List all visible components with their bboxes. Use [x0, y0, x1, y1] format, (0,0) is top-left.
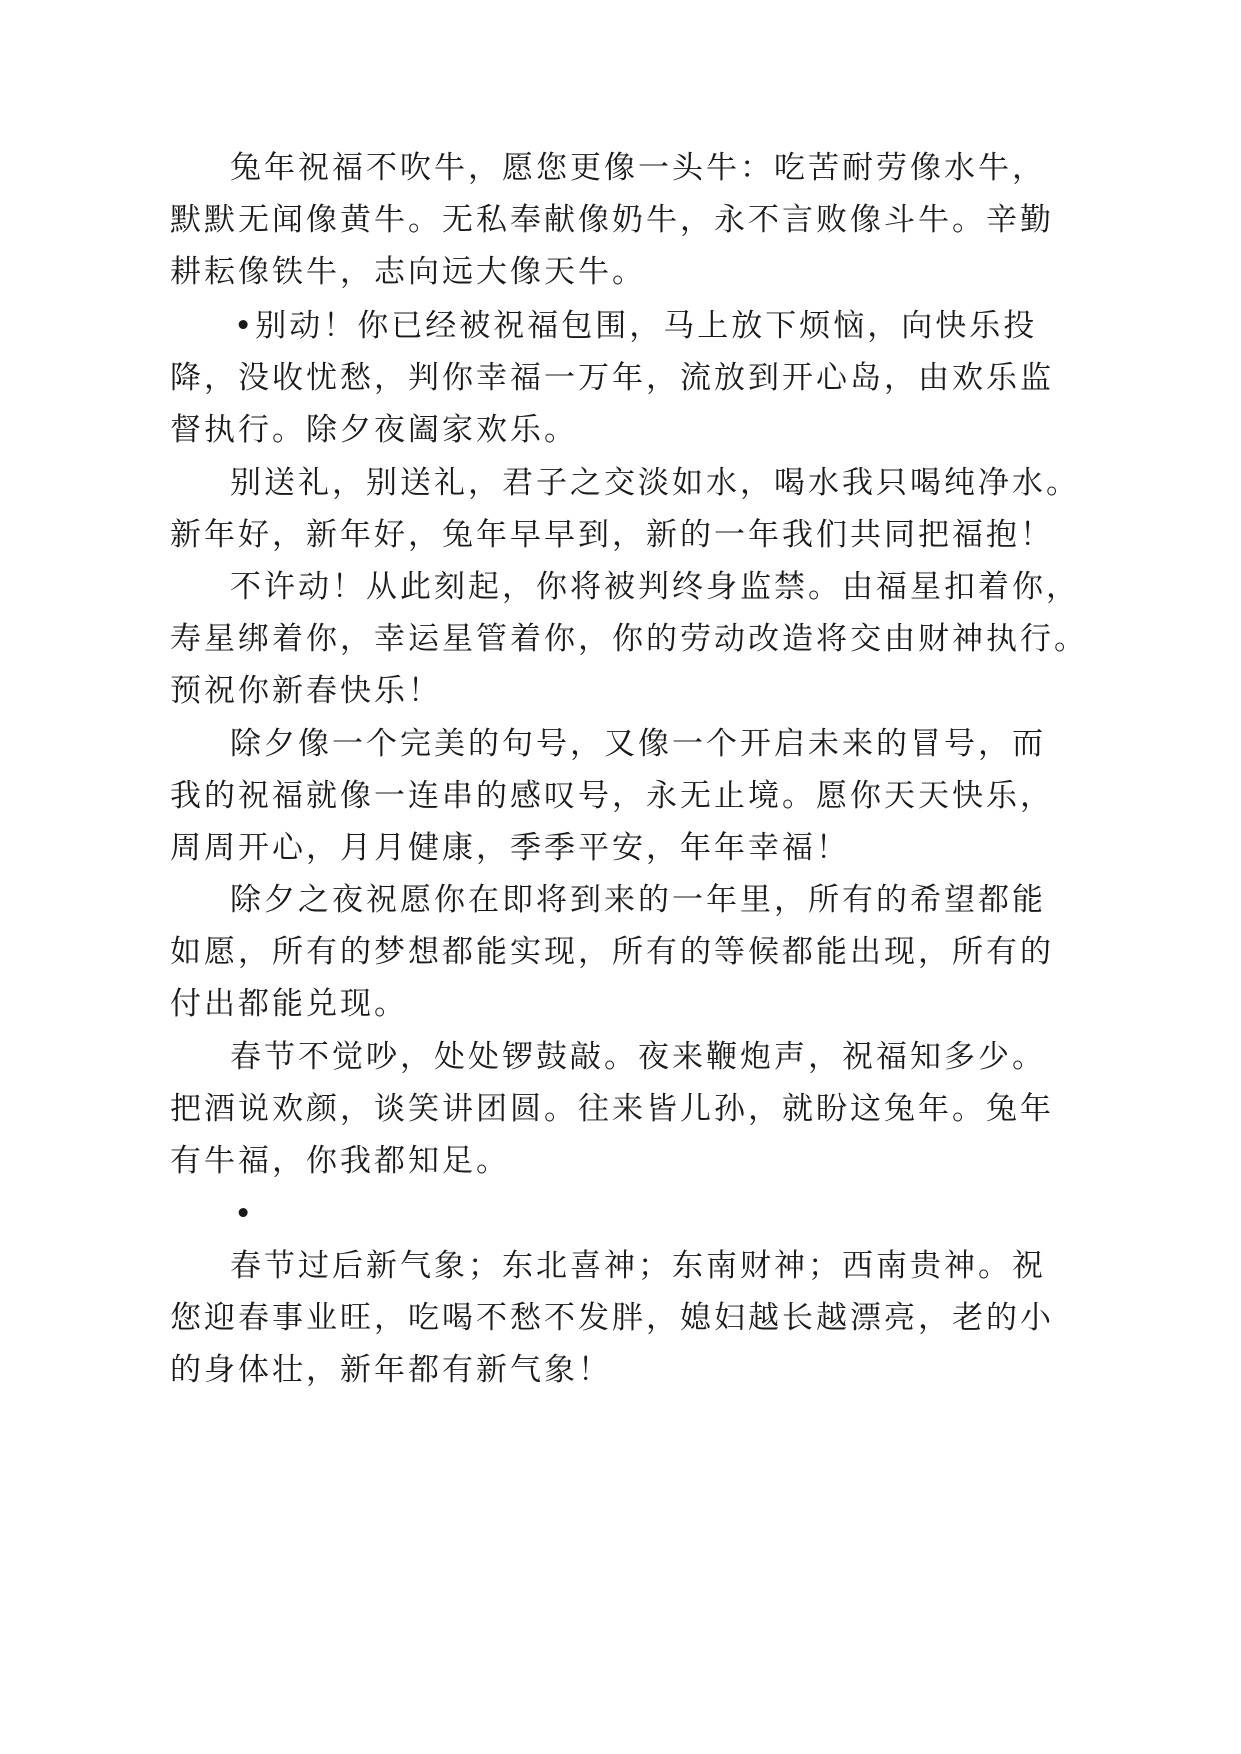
paragraph-line: 兔年祝福不吹牛，愿您更像一头牛：吃苦耐劳像水牛， — [230, 150, 1046, 186]
paragraph-line: 把酒说欢颜，谈笑讲团圆。往来皆儿孙，就盼这兔年。兔年 — [170, 1091, 1054, 1127]
paragraph-line: 付出都能兑现。 — [170, 986, 408, 1022]
paragraph-line: 周周开心，月月健康，季季平安，年年幸福！ — [170, 830, 850, 866]
paragraph-line: 督执行。除夕夜阖家欢乐。 — [170, 412, 578, 448]
paragraph-line: 新年好，新年好，兔年早早到，新的一年我们共同把福抱！ — [170, 517, 1054, 553]
paragraph-line: 春节不觉吵，处处锣鼓敲。夜来鞭炮声，祝福知多少。 — [230, 1039, 1046, 1075]
paragraph-line: 默默无闻像黄牛。无私奉献像奶牛，永不言败像斗牛。辛勤 — [170, 202, 1054, 238]
paragraph-line: 如愿，所有的梦想都能实现，所有的等候都能出现，所有的 — [170, 934, 1054, 970]
paragraph-line: 除夕像一个完美的句号，又像一个开启未来的冒号，而 — [230, 726, 1046, 762]
paragraph-line: 寿星绑着你，幸运星管着你，你的劳动改造将交由财神执行。 — [170, 621, 1088, 657]
paragraph-line: 降，没收忧愁，判你幸福一万年，流放到开心岛，由欢乐监 — [170, 360, 1054, 396]
paragraph-line: 我的祝福就像一连串的感叹号，永无止境。愿你天天快乐， — [170, 778, 1054, 814]
paragraph-line: 除夕之夜祝愿你在即将到来的一年里，所有的希望都能 — [230, 882, 1046, 918]
paragraph-line: 有牛福，你我都知足。 — [170, 1143, 510, 1179]
paragraph-line: 您迎春事业旺，吃喝不愁不发胖，媳妇越长越漂亮，老的小 — [170, 1300, 1054, 1336]
paragraph-line: 耕耘像铁牛，志向远大像天牛。 — [170, 254, 646, 290]
paragraph-line: 别送礼，别送礼，君子之交淡如水，喝水我只喝纯净水。 — [230, 465, 1080, 501]
bullet-point: • — [234, 1196, 256, 1232]
paragraph-line: 不许动！从此刻起，你将被判终身监禁。由福星扣着你， — [230, 569, 1080, 605]
paragraph-line: •别动！你已经被祝福包围，马上放下烦恼，向快乐投 — [234, 308, 1038, 344]
paragraph-line: 春节过后新气象；东北喜神；东南财神；西南贵神。祝 — [230, 1248, 1046, 1284]
paragraph-line: 的身体壮，新年都有新气象！ — [170, 1352, 612, 1388]
paragraph-line: 预祝你新春快乐！ — [170, 673, 442, 709]
